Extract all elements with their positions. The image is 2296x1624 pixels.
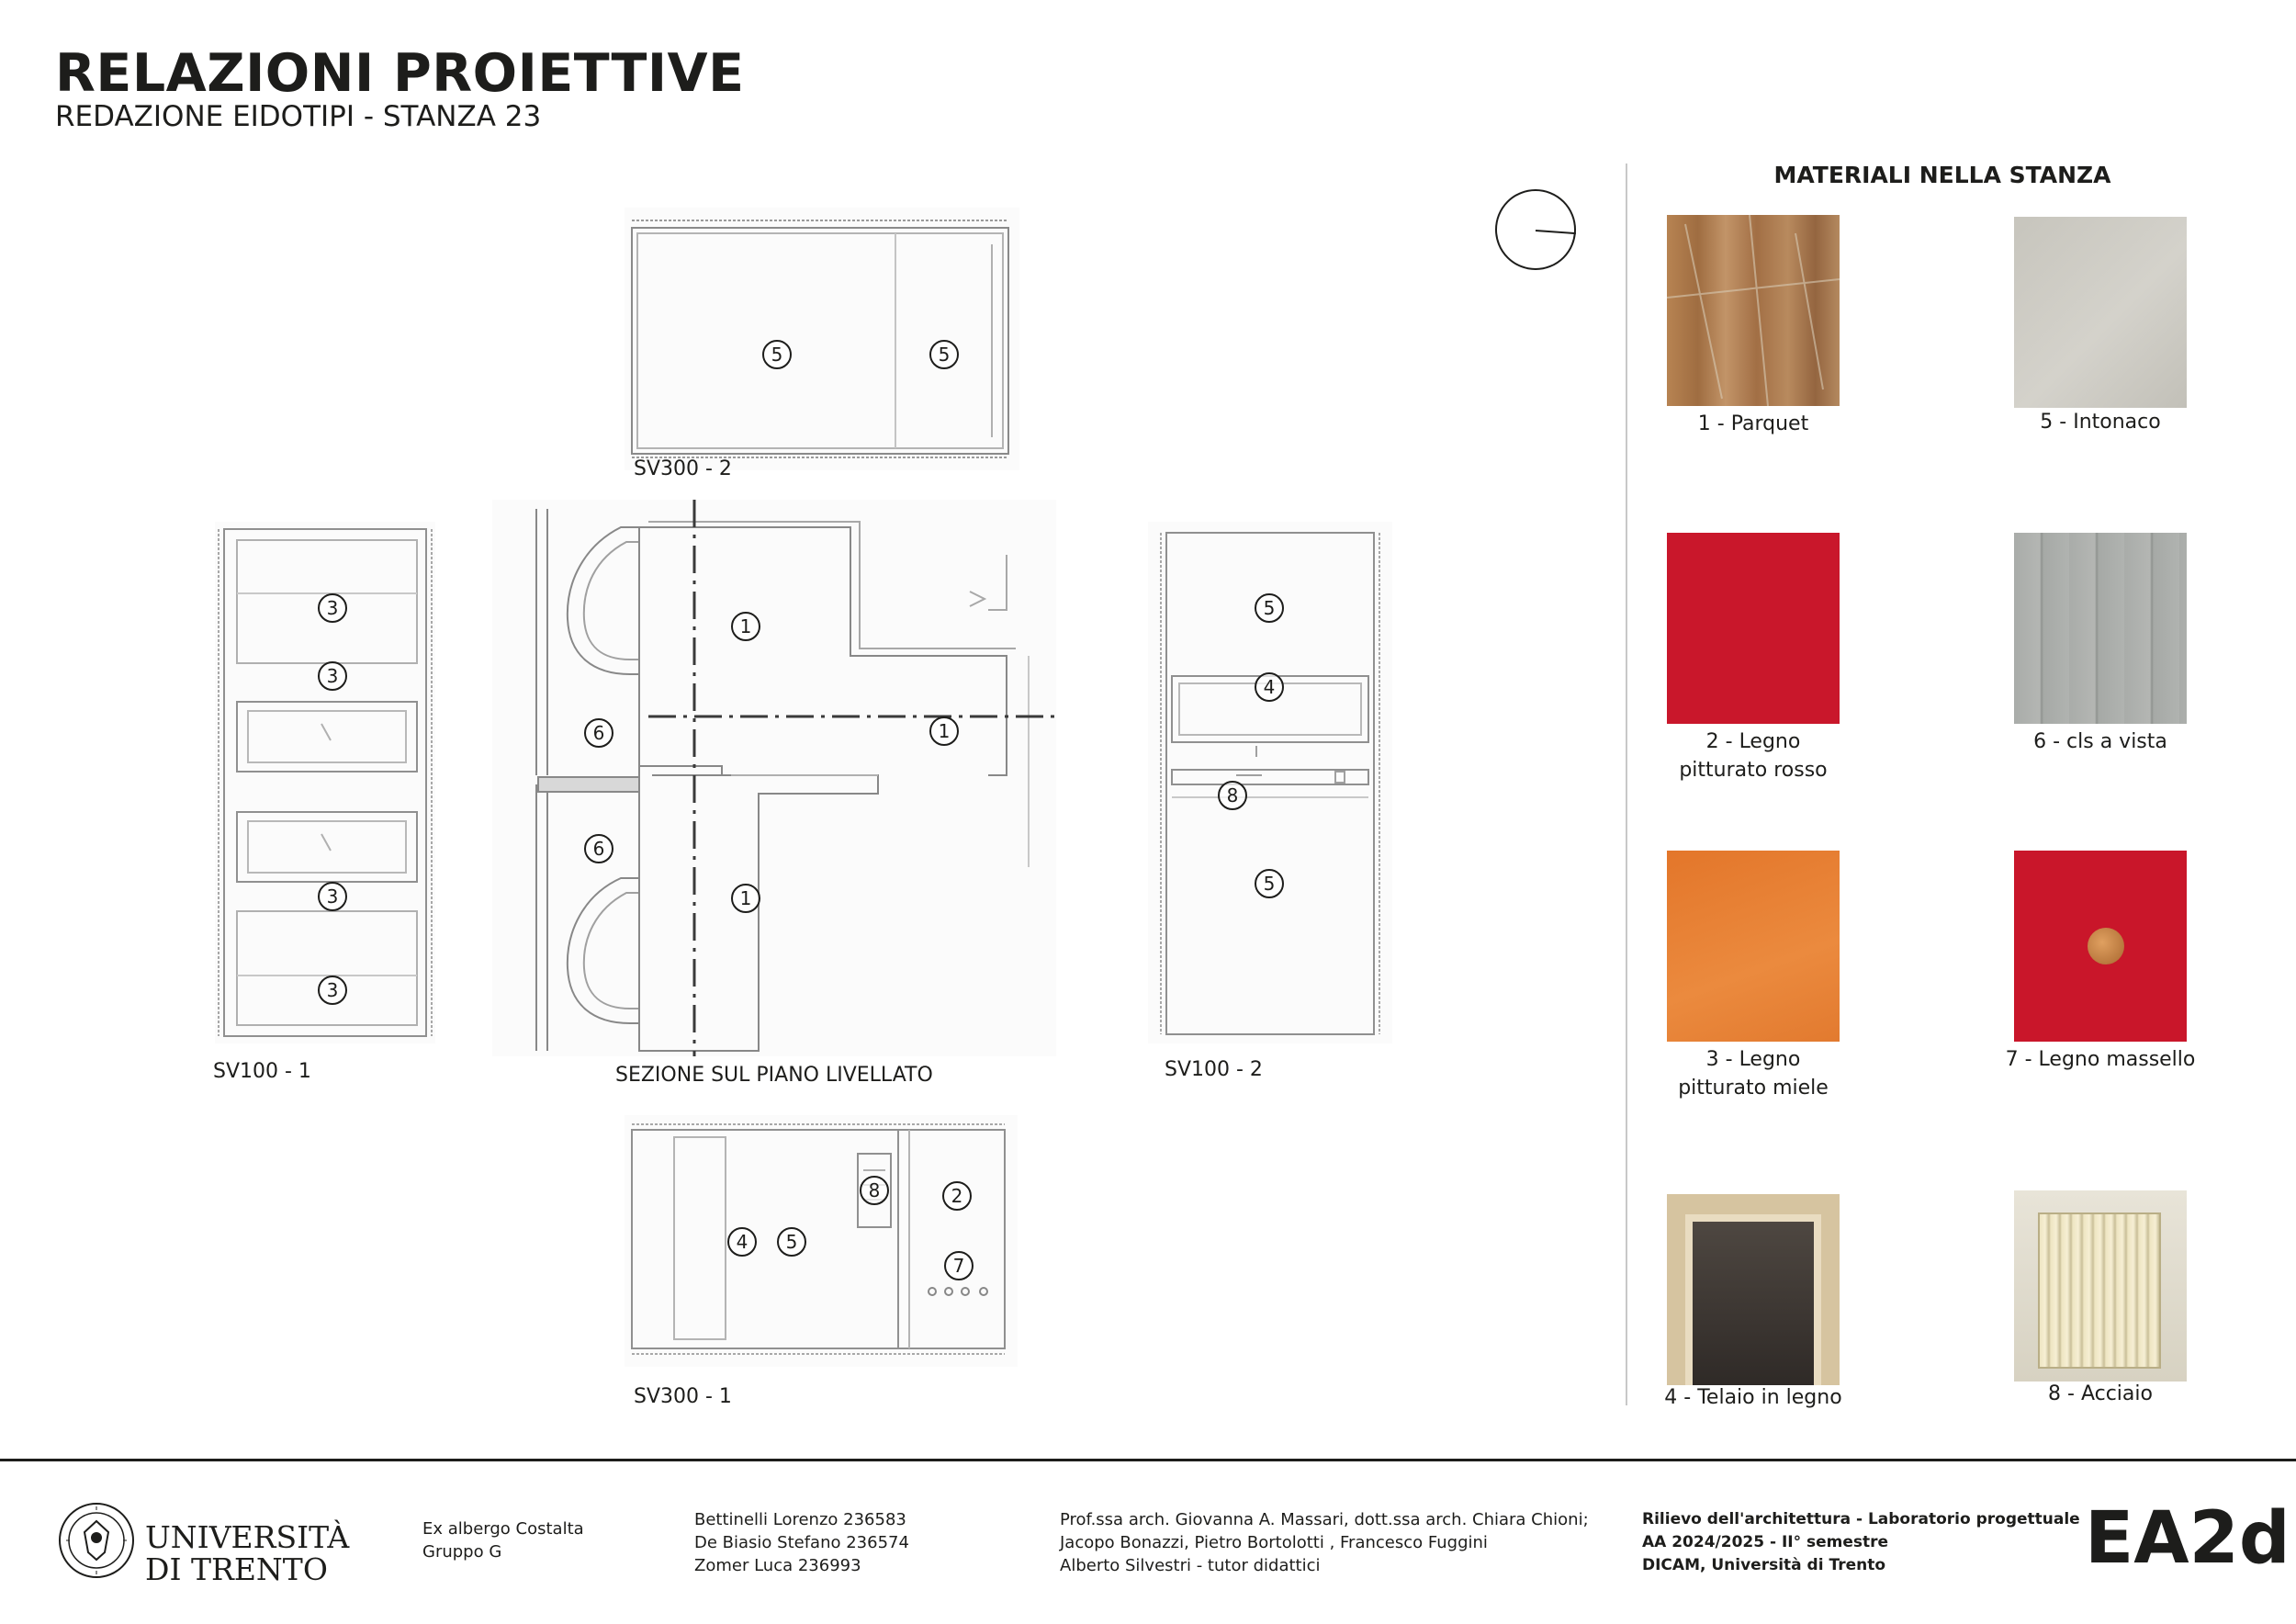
tutor-line: Prof.ssa arch. Giovanna A. Massari, dott.ssa arch. Chiara Chioni;	[1060, 1510, 1589, 1529]
north-arrow-icon	[1495, 189, 1576, 270]
material-swatch-intonaco	[2014, 217, 2187, 408]
marker-4: 4	[727, 1227, 757, 1257]
tutor-line: Alberto Silvestri - tutor didattici	[1060, 1556, 1321, 1575]
material-swatch-cls	[2014, 533, 2187, 724]
material-label-acciaio: 8 - Acciaio	[2048, 1382, 2153, 1405]
course-info	[1642, 1508, 2080, 1577]
sketch-plan-section	[492, 500, 1056, 1056]
page-subtitle: REDAZIONE EIDOTIPI - STANZA 23	[55, 100, 542, 133]
material-label-cls: 6 - cls a vista	[2033, 730, 2167, 753]
label-sv100-1: SV100 - 1	[213, 1060, 311, 1083]
footer-divider	[0, 1459, 2296, 1461]
material-swatch-acciaio	[2014, 1190, 2187, 1382]
material-swatch-legno-massello	[2014, 851, 2187, 1042]
panel-divider	[1626, 164, 1627, 1405]
student-name: Zomer Luca 236993	[694, 1556, 861, 1575]
material-swatch-parquet	[1667, 215, 1840, 406]
course-line: DICAM, Università di Trento	[1642, 1556, 1886, 1574]
marker-8: 8	[860, 1176, 889, 1205]
group-name: Gruppo G	[422, 1542, 502, 1562]
marker-5: 5	[929, 340, 959, 369]
marker-5: 5	[762, 340, 792, 369]
student-name: De Biasio Stefano 236574	[694, 1533, 909, 1552]
material-label-legno-miele: 3 - Legno pitturato miele	[1678, 1048, 1829, 1100]
student-name: Bettinelli Lorenzo 236583	[694, 1510, 906, 1529]
knob-icon	[2088, 928, 2124, 964]
marker-5: 5	[777, 1227, 806, 1257]
marker-3: 3	[318, 661, 347, 691]
marker-2: 2	[942, 1181, 972, 1211]
sketch-sv300-1-drawing	[625, 1115, 1018, 1367]
marker-6: 6	[584, 718, 613, 748]
marker-3: 3	[318, 882, 347, 911]
material-label-legno-massello: 7 - Legno massello	[2005, 1048, 2196, 1071]
course-line: Rilievo dell'architettura - Laboratorio progettuale	[1642, 1510, 2080, 1528]
material-label-legno-rosso: 2 - Legno pitturato rosso	[1679, 730, 1828, 782]
label-sv300-2: SV300 - 2	[634, 457, 732, 480]
sketch-sv300-2	[625, 208, 1019, 470]
material-swatch-legno-miele	[1667, 851, 1840, 1042]
students-info	[694, 1508, 909, 1577]
radiator-icon	[2038, 1212, 2161, 1369]
marker-1: 1	[731, 884, 760, 913]
marker-3: 3	[318, 593, 347, 623]
label-sv300-1: SV300 - 1	[634, 1385, 732, 1408]
material-label-parquet: 1 - Parquet	[1697, 412, 1809, 435]
sketch-sv300-2-drawing	[625, 208, 1019, 470]
sheet-code: EA2d	[2085, 1497, 2290, 1580]
sketch-sv100-2	[1148, 522, 1392, 1043]
university-seal-icon	[57, 1501, 136, 1580]
course-line: AA 2024/2025 - II° semestre	[1642, 1533, 1889, 1551]
label-plan-section: SEZIONE SUL PIANO LIVELLATO	[615, 1064, 933, 1087]
sketch-sv100-1	[215, 522, 435, 1043]
tutor-line: Jacopo Bonazzi, Pietro Bortolotti , Francesco Fuggini	[1060, 1533, 1488, 1552]
marker-5: 5	[1255, 869, 1284, 898]
label-sv100-2: SV100 - 2	[1165, 1058, 1263, 1081]
material-swatch-telaio	[1667, 1194, 1840, 1385]
tutors-info	[1060, 1508, 1589, 1577]
materials-title: MATERIALI NELLA STANZA	[1773, 162, 2111, 188]
material-swatch-legno-rosso	[1667, 533, 1840, 724]
marker-4: 4	[1255, 672, 1284, 702]
marker-1: 1	[929, 716, 959, 746]
marker-3: 3	[318, 976, 347, 1005]
sketch-sv300-1	[625, 1115, 1018, 1367]
project-info	[422, 1517, 584, 1563]
marker-1: 1	[731, 612, 760, 641]
marker-5: 5	[1255, 593, 1284, 623]
marker-8: 8	[1218, 781, 1247, 810]
material-label-intonaco: 5 - Intonaco	[2040, 411, 2161, 434]
university-logo-text: UNIVERSITÀ DI TRENTO	[145, 1519, 350, 1587]
marker-6: 6	[584, 834, 613, 863]
page-title: RELAZIONI PROIETTIVE	[55, 43, 745, 104]
material-label-telaio: 4 - Telaio in legno	[1664, 1386, 1842, 1409]
project-name: Ex albergo Costalta	[422, 1519, 584, 1539]
sketch-plan-drawing	[492, 500, 1056, 1056]
marker-7: 7	[944, 1251, 974, 1280]
